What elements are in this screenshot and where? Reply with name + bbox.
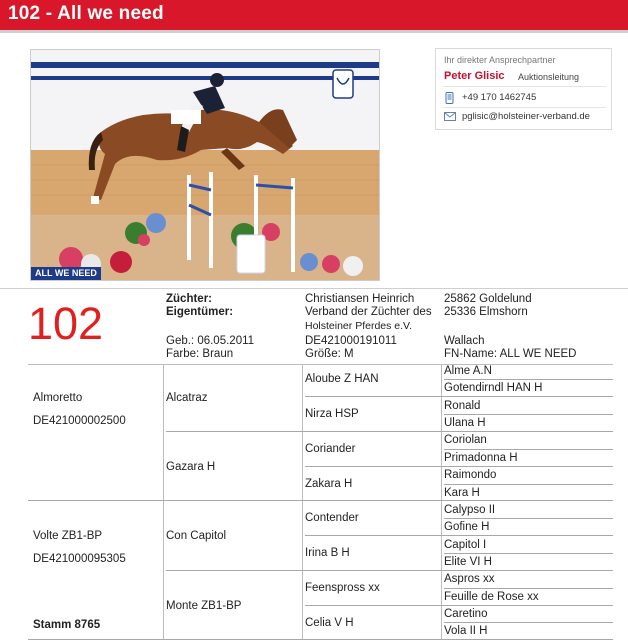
fn-name: FN-Name: ALL WE NEED <box>444 348 577 360</box>
mail-icon <box>444 111 455 121</box>
pedigree-col-divider <box>441 365 442 640</box>
pedigree-row-divider <box>444 379 613 380</box>
dam-id: DE421000095305 <box>33 553 126 565</box>
pedigree-row-divider <box>305 535 613 536</box>
pedigree-row-divider <box>444 414 613 415</box>
owner-name-line1: Verband der Züchter des <box>305 306 432 318</box>
breeder-name: Christiansen Heinrich <box>305 293 415 305</box>
pedigree-gen3-item: Zakara H <box>305 478 353 490</box>
holstein-logo-icon <box>333 70 353 98</box>
pedigree-row-divider <box>305 466 613 467</box>
owner-name-line2: Holsteiner Pferdes e.V. <box>305 320 413 332</box>
lot-number: 102 <box>28 298 104 349</box>
contact-divider <box>443 107 606 108</box>
contact-heading: Ihr direkter Ansprechpartner <box>444 55 556 65</box>
breeder-label: Züchter: <box>166 293 212 305</box>
pedigree-gen3-item: Irina B H <box>305 547 350 559</box>
pedigree-gen4-item: Alme A.N <box>444 365 492 377</box>
pedigree-gen3-item: Feenspross xx <box>305 582 380 594</box>
pedigree-row-divider <box>305 396 613 397</box>
pedigree-row-divider <box>28 500 613 501</box>
horse-size: Größe: M <box>305 348 354 360</box>
pedigree-gen4-item: Coriolan <box>444 434 487 446</box>
contact-role: Auktionsleitung <box>518 72 580 82</box>
pedigree-row-divider <box>444 518 613 519</box>
pedigree-gen2-item: Con Capitol <box>166 530 227 542</box>
pedigree-gen4-item: Aspros xx <box>444 573 495 585</box>
pedigree-col-divider <box>302 365 303 640</box>
horse-photo <box>30 49 380 281</box>
contact-email-row[interactable] <box>444 111 590 122</box>
pedigree-gen4-item: Ronald <box>444 400 481 412</box>
pedigree-row-divider <box>444 484 613 485</box>
pedigree-gen2-item: Gazara H <box>166 461 216 473</box>
pedigree-gen4-item: Feuille de Rose xx <box>444 591 539 603</box>
horse-sex: Wallach <box>444 335 485 347</box>
pedigree-gen4-item: Primadonna H <box>444 452 518 464</box>
pedigree-gen4-item: Vola II H <box>444 625 488 637</box>
photo-caption: ALL WE NEED <box>31 267 101 280</box>
contact-phone-row <box>444 92 536 103</box>
horse-jump-image <box>31 50 379 280</box>
pedigree-gen4-item: Ulana H <box>444 417 486 429</box>
pedigree-gen4-item: Calypso II <box>444 504 496 516</box>
pedigree-gen3-item: Celia V H <box>305 617 354 629</box>
mobile-phone-icon <box>444 92 455 102</box>
breeder-city: 25862 Goldelund <box>444 293 532 305</box>
pedigree-gen2-item: Monte ZB1-BP <box>166 600 242 612</box>
contact-name: Peter Glisic <box>444 70 505 82</box>
pedigree-gen4-item: Kara H <box>444 487 480 499</box>
contact-box <box>435 48 612 130</box>
pedigree-col-divider <box>163 365 164 640</box>
pedigree-row-divider <box>444 553 613 554</box>
pedigree-gen4-item: Gotendirndl HAN H <box>444 382 543 394</box>
pedigree-gen3-item: Coriander <box>305 443 356 455</box>
pedigree-gen4-item: Gofine H <box>444 521 490 533</box>
pedigree-row-divider <box>305 605 613 606</box>
pedigree-row-divider <box>166 431 613 432</box>
contact-email-link[interactable]: pglisic@holsteiner-verband.de <box>462 111 590 122</box>
pedigree-gen4-item: Raimondo <box>444 469 497 481</box>
owner-city: 25336 Elmshorn <box>444 306 528 318</box>
pedigree-top-divider <box>28 364 613 365</box>
pedigree-gen4-item: Caretino <box>444 608 488 620</box>
coat-color: Farbe: Braun <box>166 348 234 360</box>
dam-stamm: Stamm 8765 <box>33 619 101 631</box>
pedigree-gen3-item: Aloube Z HAN <box>305 373 379 385</box>
pedigree-gen2-item: Alcatraz <box>166 392 208 404</box>
contact-divider <box>443 86 606 87</box>
pedigree-row-divider <box>444 622 613 623</box>
owner-label: Eigentümer: <box>166 306 234 318</box>
title-bar <box>0 0 628 33</box>
pedigree-gen4-item: Elite VI H <box>444 556 492 568</box>
page-title: 102 - All we need <box>8 3 164 24</box>
dam-name: Volte ZB1-BP <box>33 530 103 542</box>
contact-phone: +49 170 1462745 <box>462 92 537 103</box>
pedigree-gen4-item: Capitol I <box>444 539 487 551</box>
pedigree-row-divider <box>444 588 613 589</box>
birth-date: Geb.: 06.05.2011 <box>166 335 255 347</box>
sire-name: Almoretto <box>33 392 83 404</box>
registration-number: DE421000191011 <box>305 335 397 347</box>
pedigree-row-divider <box>444 449 613 450</box>
pedigree-gen3-item: Contender <box>305 512 359 524</box>
pedigree-gen3-item: Nirza HSP <box>305 408 359 420</box>
section-divider <box>0 288 628 289</box>
pedigree-row-divider <box>166 570 613 571</box>
sire-id: DE421000002500 <box>33 415 126 427</box>
